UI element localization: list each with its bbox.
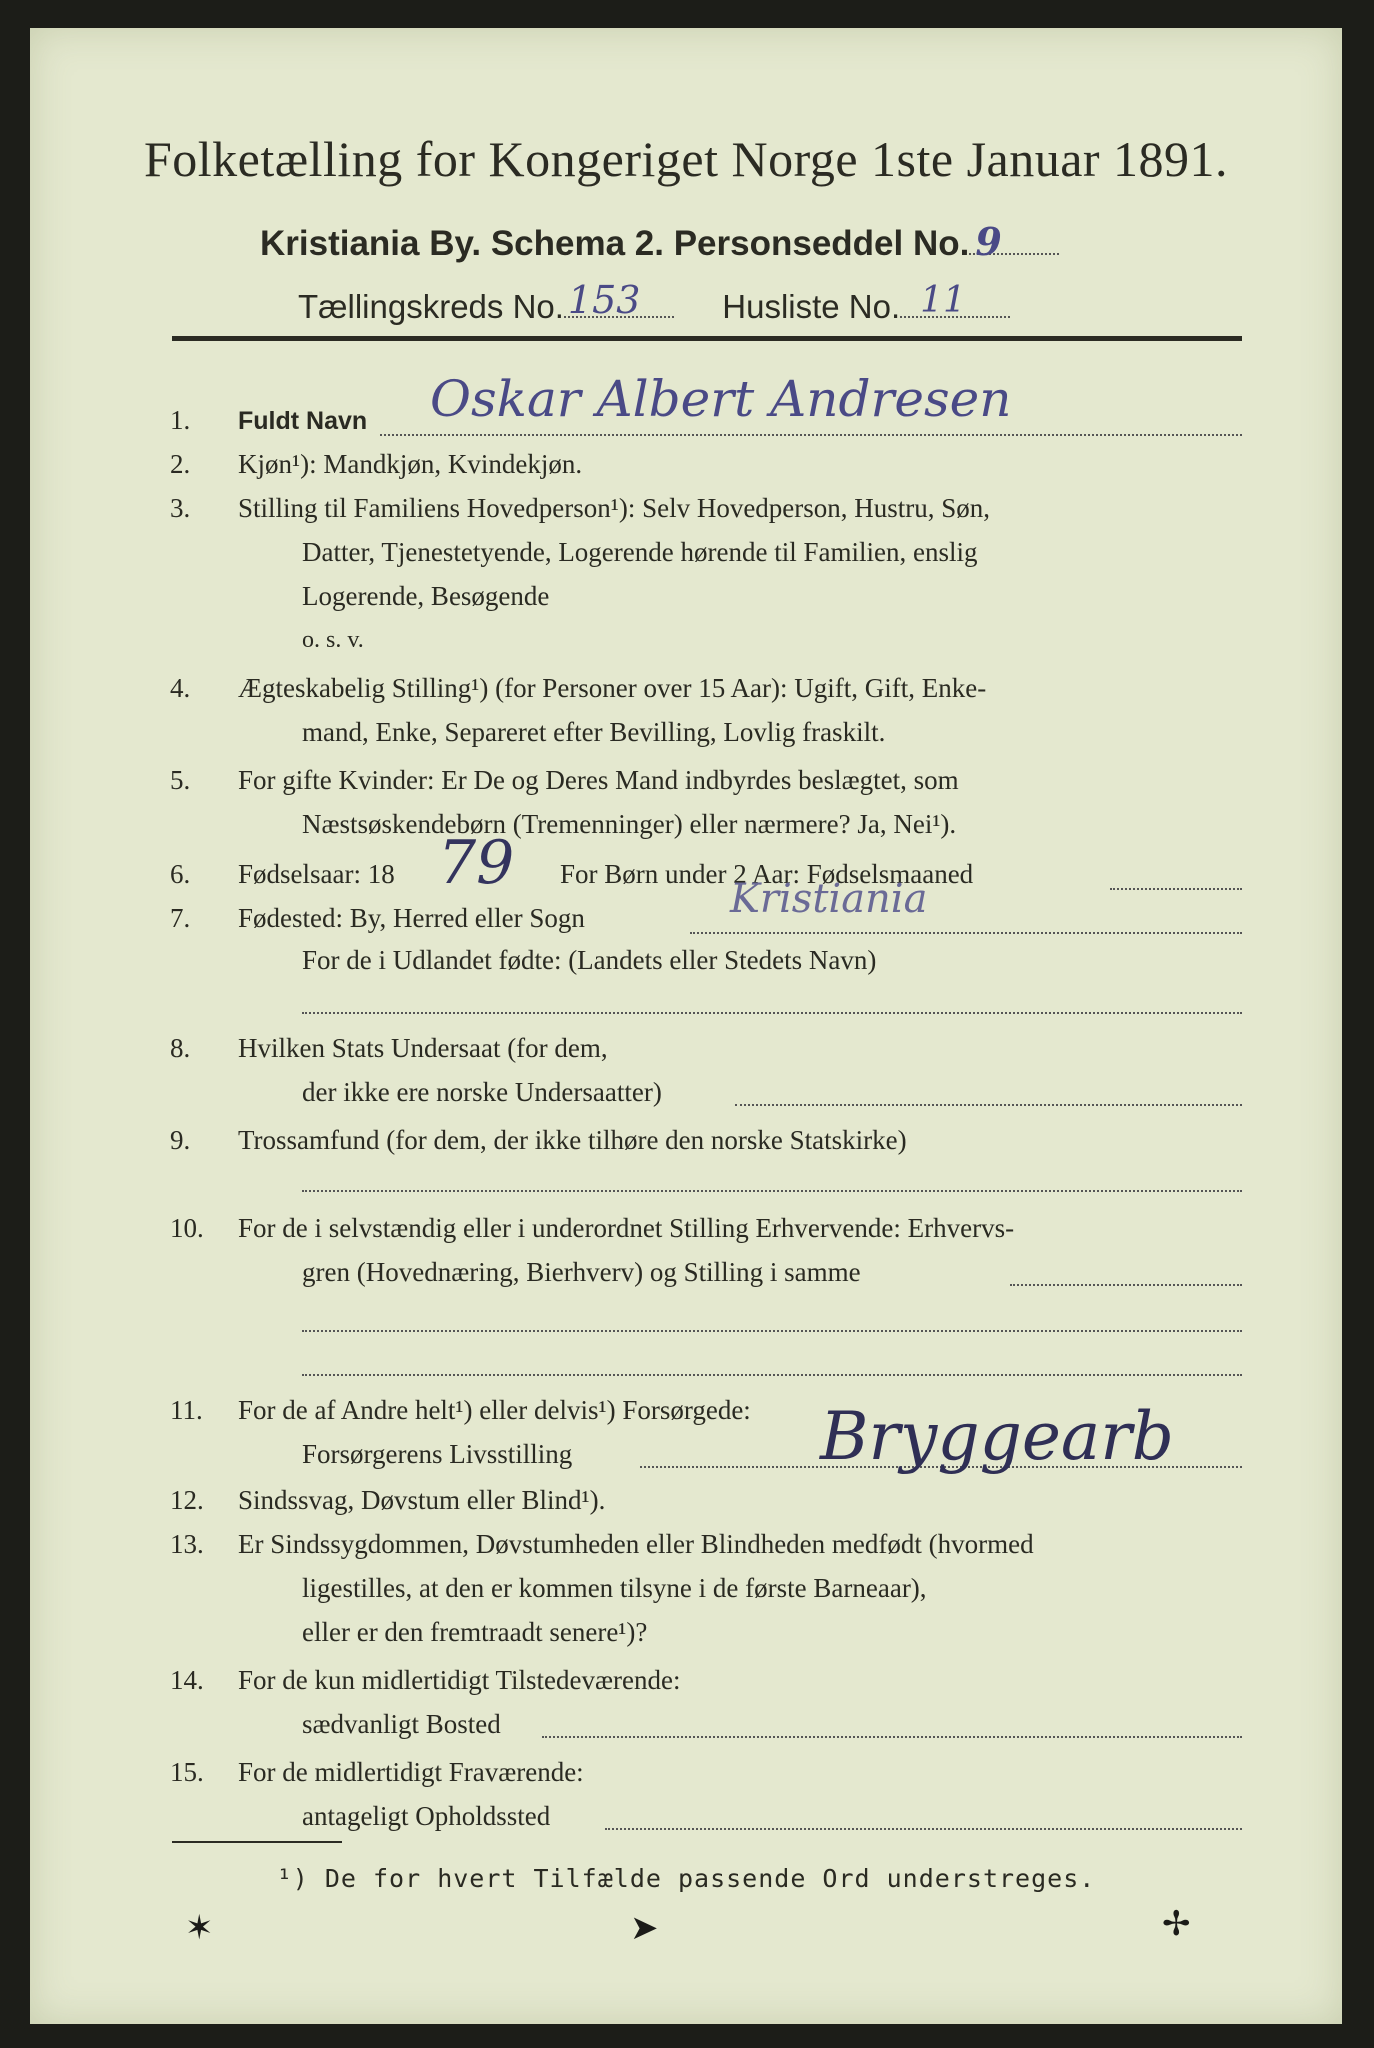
kreds-no: 153 — [567, 278, 641, 322]
corner-mark-center: ➤ — [630, 1910, 659, 1947]
footnote-rule — [172, 1841, 342, 1843]
answer-provider-occupation: Bryggearb — [820, 1398, 1175, 1475]
answer-birth-year: 79 — [438, 828, 515, 898]
corner-mark-right: ✢ — [1162, 1906, 1191, 1943]
husliste-label: Husliste No. — [722, 288, 901, 325]
footnote: ¹) De for hvert Tilfælde passende Ord understreges. — [276, 1864, 1096, 1893]
corner-mark-left: ✶ — [185, 1910, 214, 1947]
answer-name: Oskar Albert Andresen — [430, 370, 1012, 428]
kreds-line — [298, 278, 1010, 326]
census-form: Folketælling for Kongeriget Norge 1ste Januar 1891. Kristiania By. Schema 2. Personseddel No. 9 Tællingskreds No. 153 Husliste No. 11 1. Fuldt Navn Oskar Albert Andresen 2. Kjøn¹): Mandkjøn, Kvindekjøn. 3. Stilling til Familiens Hovedperson¹): Selv Hovedperson, Hustru, Søn, Datter, Tjenestetyende, Logerende hørende til Familien, enslig Logerende, Besøgende o. s. v. 4. Ægteskabelig Stilling¹) (for Personer over 15 Aar): Ugift, Gift, Enke- mand, Enke, Separeret efter Bevilling, Lovlig fraskilt. 5. For gifte Kvinder: Er De og Deres Mand indbyrdes beslægtet, som Næstsøskendebørn (Tremenninger) eller nærmere? Ja, Nei¹). 6. Fødselsaar: 18 For Børn under 2 Aar: Fødselsmaaned 79 7. Fødested: By, Herred eller Sogn Kristiania For de i Udlandet fødte: (Landets eller Stedets Navn) 8. Hvilken Stats Undersaat (for dem, der ikke ere norske Undersaatter) 9. Trossamfund (for dem, der ikke tilhøre den norske Statskirke) 10. For de i selvstændig eller i underordnet Stilling Erhvervende: Erhvervs- gren (Hovednæring, Bierhverv) og Stilling i samme 11. For de af Andre helt¹) eller delvis¹) Forsørgede: Forsørgerens Livsstilling Bryggearb 12. Sindssvag, Døvstum eller Blind¹). 13. Er Sindssygdommen, Døvstumheden eller Blindheden medfødt (hvormed ligestilles, at den er kommen tilsyne i de første Barneaar), eller er den fremtraadt senere¹)? 14. For de kun midlertidigt Tilstedeværende: sædvanligt Bosted 15. For de midlertidigt Fraværende: antageligt Opholdssted ¹) De for hvert Tilfælde passende Ord understreges. ✶ ➤ ✢ — [30, 28, 1342, 2024]
schema-label: Kristiania By. Schema 2. Personseddel No. — [260, 224, 970, 263]
husliste-no: 11 — [920, 280, 966, 321]
personseddel-no: 9 — [975, 219, 1002, 264]
kreds-label: Tællingskreds No. — [298, 288, 564, 325]
schema-line — [260, 219, 1059, 264]
answer-birthplace: Kristiania — [730, 876, 928, 922]
header-rule — [172, 336, 1242, 341]
form-title: Folketælling for Kongeriget Norge 1ste Januar 1891. — [143, 131, 1229, 187]
